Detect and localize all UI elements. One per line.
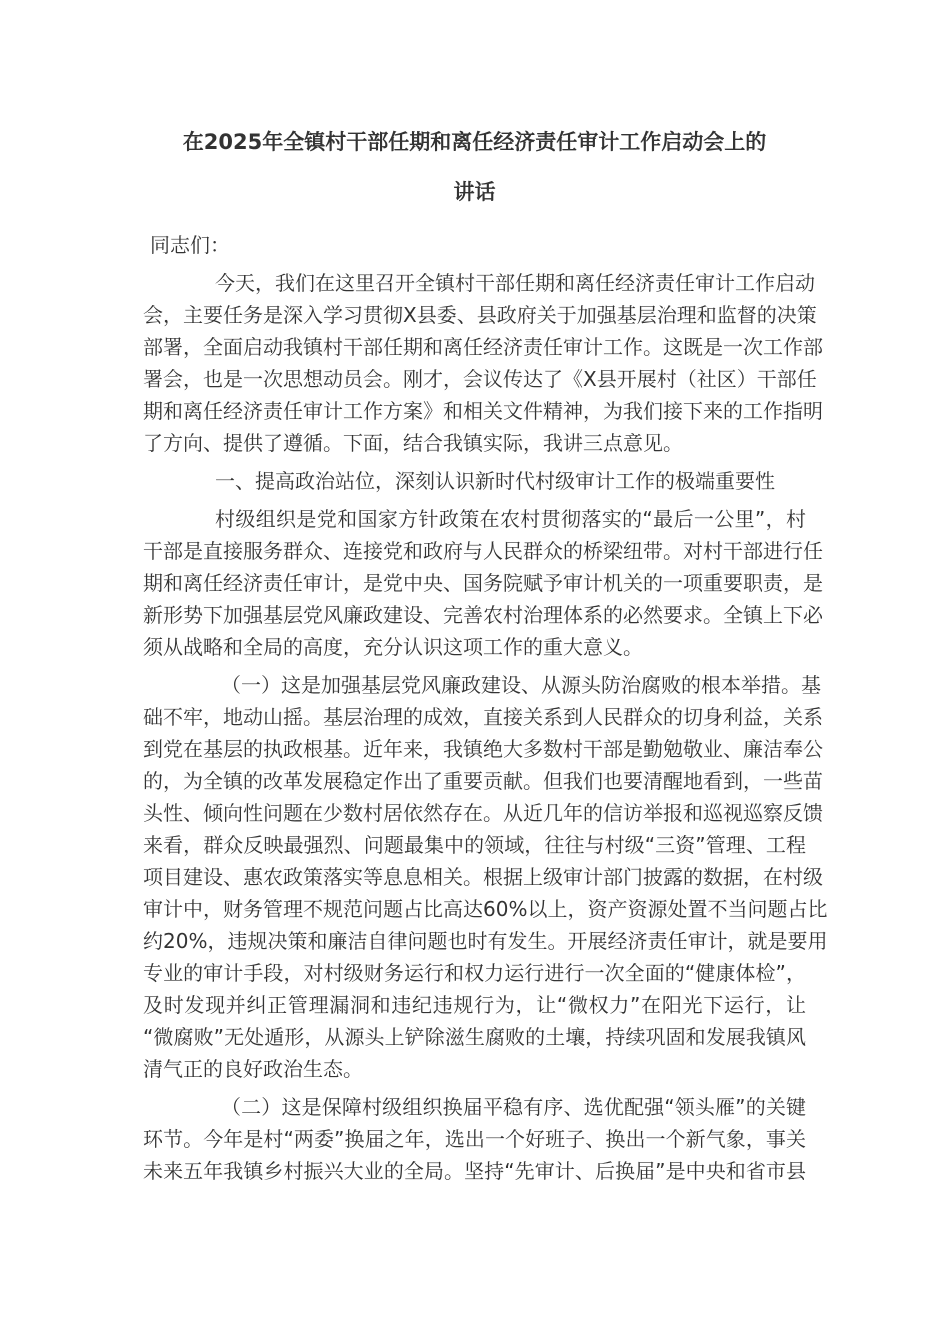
text-line: 头性、倾向性问题在少数村居依然存在。从近几年的信访举报和巡视巡察反馈 [143,801,823,825]
text-line: 新形势下加强基层党风廉政建设、完善农村治理体系的必然要求。全镇上下必 [143,603,823,627]
subsection-2-paragraph [143,1091,806,1187]
text-line: 期和离任经济责任审计，是党中央、国务院赋予审计机关的一项重要职责，是 [143,571,823,595]
intro-paragraph [143,267,823,459]
section-heading-1 [143,465,806,497]
text-line: 约20%，违规决策和廉洁自律问题也时有发生。开展经济责任审计，就是要用 [143,929,828,953]
subsection-1-paragraph [143,669,828,1085]
document-title-line-2: 讲话 [453,180,496,204]
text-line: 到党在基层的执政根基。近年来，我镇绝大多数村干部是勤勉敬业、廉洁奉公 [143,737,823,761]
text-line: 清气正的良好政治生态。 [143,1057,363,1081]
text-line: 础不牢，地动山摇。基层治理的成效，直接关系到人民群众的切身利益，关系 [143,705,823,729]
greeting: 同志们： [150,233,230,257]
text-line: 今天，我们在这里召开全镇村干部任期和离任经济责任审计工作启动 [215,271,815,295]
document-body [143,229,828,1193]
text-line: 了方向、提供了遵循。下面，结合我镇实际，我讲三点意见。 [143,431,683,455]
document-title-line-1: 在2025年全镇村干部任期和离任经济责任审计工作启动会上的 [182,130,767,154]
text-line: 一、提高政治站位，深刻认识新时代村级审计工作的极端重要性 [215,469,775,493]
text-line: 未来五年我镇乡村振兴大业的全局。坚持“先审计、后换届”是中央和省市县 [143,1159,806,1183]
text-line: “微腐败”无处遁形，从源头上铲除滋生腐败的土壤，持续巩固和发展我镇风 [143,1025,806,1049]
text-line: 部署，全面启动我镇村干部任期和离任经济责任审计工作。这既是一次工作部 [143,335,823,359]
text-line: 须从战略和全局的高度，充分认识这项工作的重大意义。 [143,635,643,659]
text-line: 期和离任经济责任审计工作方案》和相关文件精神，为我们接下来的工作指明 [143,399,823,423]
text-line: 的，为全镇的改革发展稳定作出了重要贡献。但我们也要清醒地看到，一些苗 [143,769,823,793]
text-line: （二）这是保障村级组织换届平稳有序、选优配强“领头雁”的关键 [221,1095,806,1119]
text-line: 及时发现并纠正管理漏洞和违纪违规行为，让“微权力”在阳光下运行，让 [143,993,806,1017]
text-line: 村级组织是党和国家方针政策在农村贯彻落实的“最后一公里”，村 [215,507,806,531]
text-line: 环节。今年是村“两委”换届之年，选出一个好班子、换出一个新气象，事关 [143,1127,806,1151]
section-1-intro-paragraph [143,503,823,663]
text-line: 来看，群众反映最强烈、问题最集中的领域，往往与村级“三资”管理、工程 [143,833,806,857]
text-line: （一）这是加强基层党风廉政建设、从源头防治腐败的根本举措。基 [221,673,821,697]
text-line: 署会，也是一次思想动员会。刚才，会议传达了《X县开展村（社区）干部任 [143,367,817,391]
text-line: 干部是直接服务群众、连接党和政府与人民群众的桥梁纽带。对村干部进行任 [143,539,823,563]
text-line: 专业的审计手段，对村级财务运行和权力运行进行一次全面的“健康体检”， [143,961,806,985]
text-line: 项目建设、惠农政策落实等息息相关。根据上级审计部门披露的数据，在村级 [143,865,823,889]
text-line: 会，主要任务是深入学习贯彻X县委、县政府关于加强基层治理和监督的决策 [143,303,817,327]
greeting-paragraph [143,229,806,261]
text-line: 审计中，财务管理不规范问题占比高达60%以上，资产资源处置不当问题占比 [143,897,828,921]
paragraphs [143,267,828,1187]
